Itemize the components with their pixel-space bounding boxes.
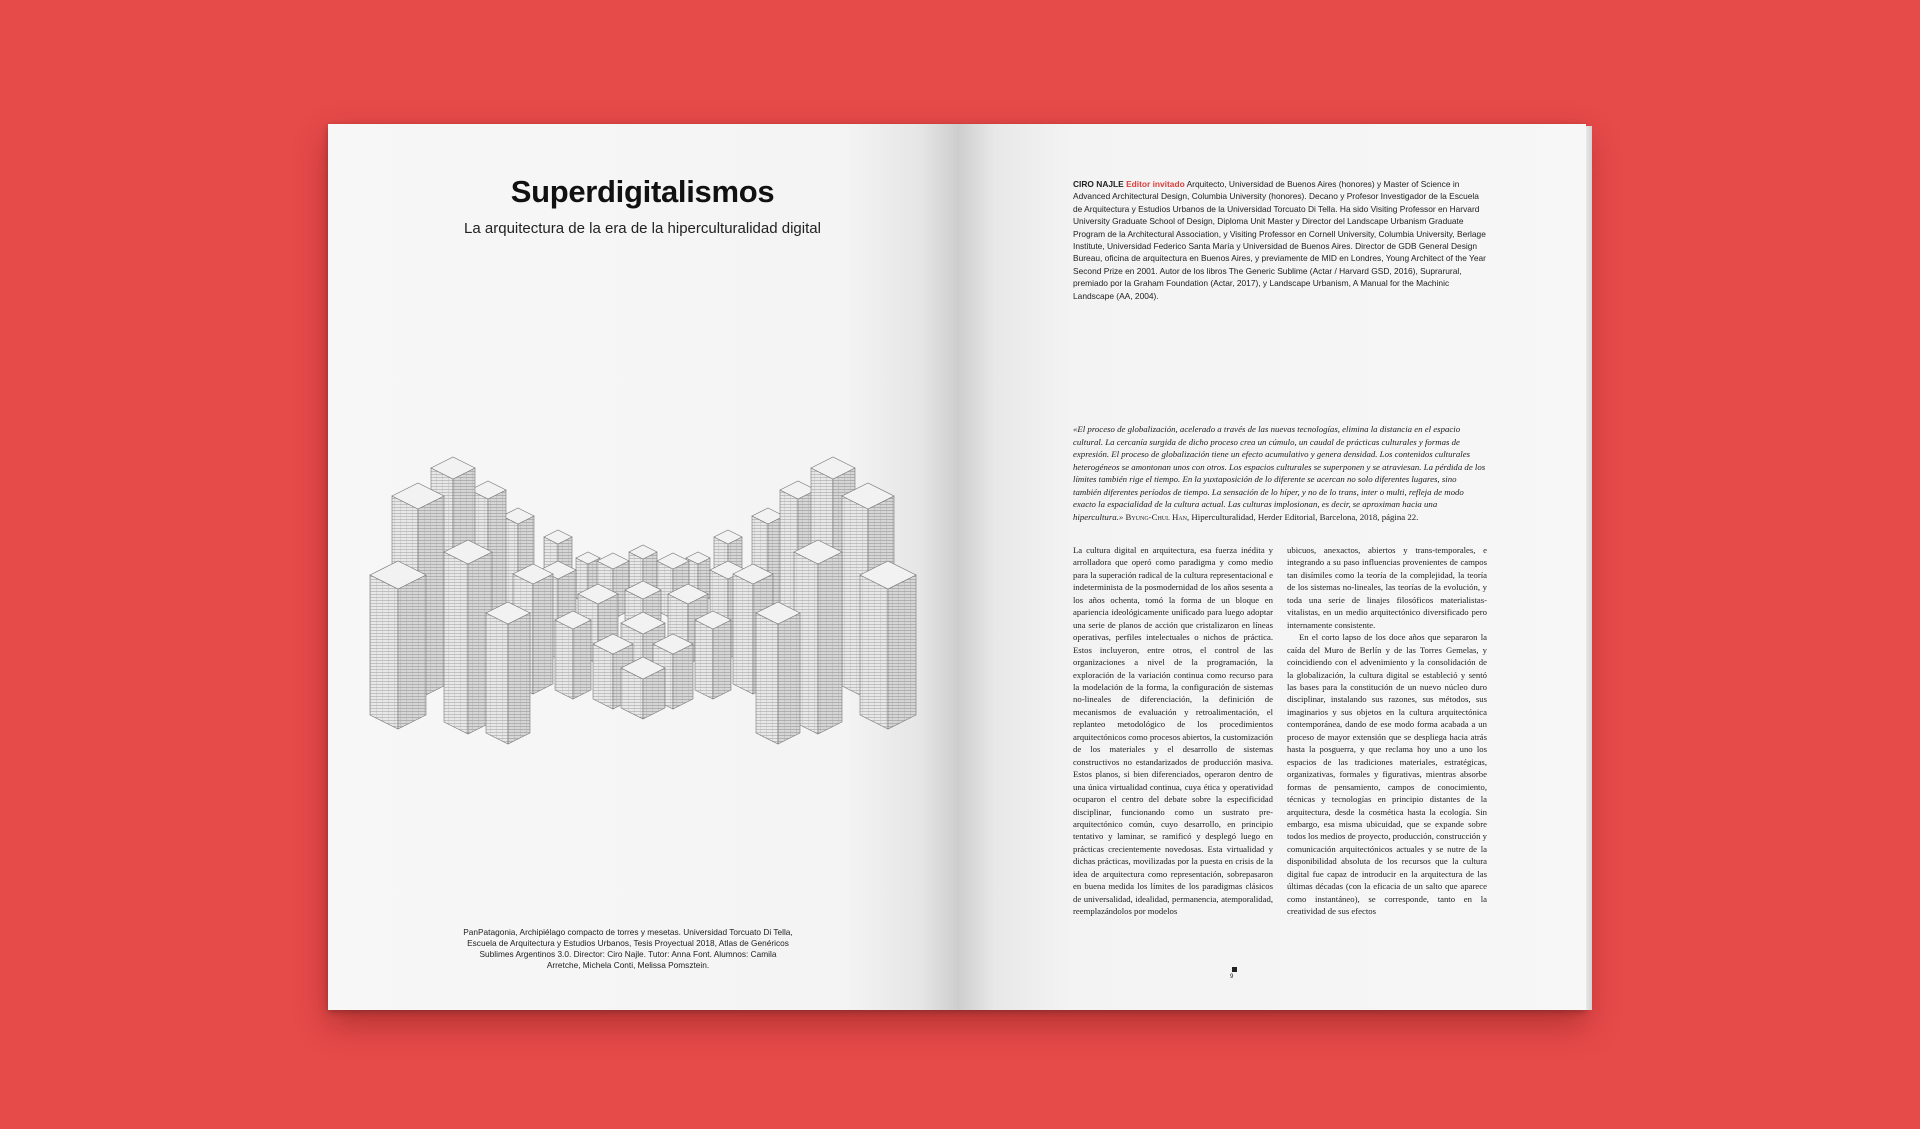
editor-bio-text: Arquitecto, Universidad de Buenos Aires (honores) y Master of Science in Advanced Architectural Design, Columbia University (honores). Decano y Profesor Investigador de la Escuela de Arquitectura y Estudios Urbanos de la Universidad Torcuato Di Tella. Ha sido Visiting Professor en Harvard University Graduate School of Design, Diploma Unit Master y Director del Landscape Urbanism Graduate Program de la Architectural Association, y Visiting Professor en Cornell University, Columbia University, Berlage Institute, Universidad Federico Santa María y Universidad de Buenos Aires. Director de GDB General Design Bureau, oficina de arquitectura en Buenos Aires, y previamente de MID en Londres, Young Architect of the Year Second Prize en 2001. Autor de los libros The Generic Sublime (Actar / Harvard GSD, 2016), Suprarural, premiado por la Graham Foundation (Actar, 2017), y Landscape Urbanism, A Manual for the Machinic Landscape (AA, 2004). (1073, 179, 1486, 301)
page-subtitle: La arquitectura de la era de la hiperculturalidad digital (464, 220, 821, 237)
tower-face (733, 574, 753, 694)
tower-face (508, 613, 530, 744)
tower-face (818, 552, 842, 734)
tower-face (593, 644, 613, 709)
tower-face (860, 575, 888, 729)
editor-name: CIRO NAJLE (1073, 179, 1124, 189)
editor-role: Editor invitado (1126, 179, 1185, 189)
epigraph-author: Byung-Chul Han (1125, 511, 1188, 522)
page-number: 9 (1230, 974, 1234, 980)
tower-face (370, 575, 398, 729)
epigraph (1073, 423, 1487, 523)
epigraph-quote: «El proceso de globalización, acelerado a través de las nuevas tecnologías, elimina la distancia en el espacio cultural. La cercanía surgida de dicho proceso crea un cúmulo, un caudal de prácticas culturales y formas de expresión. El proceso de globalización tiene un efecto acumulativo y genera densidad. Los contenidos culturales heterogéneos se amontonan unos con otros. Los espacios culturales se superponen y se atraviesan. La pérdida de los límites también rige el tiempo. En la yuxtaposición de lo diferente se acercan no solo diferentes lugares, sino también diferentes períodos de tiempo. La sensación de lo híper, y no de lo trans, inter o multi, refleja de modo exacto la espacialidad de la cultura actual. Las culturas implosionan, es decir, se aproximan hacia una hipercultura.» (1073, 424, 1486, 522)
tower-face (756, 613, 778, 744)
page-number-mark (1232, 967, 1237, 972)
body-column-1 (1073, 544, 1273, 918)
paragraph: La cultura digital en arquitectura, esa fuerza inédita y arrolladora que operó como paradigma y como medio para la superación radical de la cultura representacional e indeterminista de la posmodernidad de los años sesenta a los años ochenta, tomó la forma de un bloque en apariencia ideológicamente unificado para luego adoptar una serie de planos de acción que cristalizaron en líneas operativas, perfiles intelectuales o nichos de práctica. Estos incluyeron, entre otros, el control de las organizaciones a nivel de la programación, la exploración de la variación continua como recurso para la modelación de la forma, la configuración de sistemas no-lineales de diferenciación, la definición de mecanismos de evaluación y retroalimentación, el replanteo metodológico de los procedimientos arquitectónicos como procesos abiertos, la customización de los materiales y el desarrollo de sistemas constructivos no estandarizados de producción masiva. Estos planos, si bien diferenciados, operaron dentro de una única virtualidad continua, cuya ética y operatividad ocuparon el centro del debate sobre la especificidad disciplinar, funcionando como un sustrato pre-arquitectónico común, cuyo desarrollo, en principio tentativo y laminar, se ramificó y desplegó luego en prácticas crecientemente novedosas. Esta virtualidad y dichas prácticas, movilizadas por la puesta en crisis de la idea de arquitectura como representación, sobrepasaron en buena medida los límites de los paradigmas clásicos de universalidad, idealidad, permanencia, atemporalidad, reemplazándolos por modelos (1073, 545, 1273, 917)
page-title: Superdigitalismos (510, 174, 775, 209)
tower-face (713, 620, 731, 699)
right-page (957, 124, 1586, 1010)
epigraph-source: , Hiperculturalidad, Herder Editorial, Barcelona, 2018, página 22. (1187, 511, 1419, 522)
paragraph: ubicuos, anexactos, abiertos y trans-temporales, e integrando a su paso influencias provenientes de campos tan disímiles como la teoría de la complejidad, la teoría de los sistemas no-lineales, las teorías de la evolución, y toda una serie de linajes filosóficos materialistas-vitalistas, en un medio arquitectónico diversificado pero internamente consistente. (1287, 545, 1487, 630)
tower-face (695, 620, 713, 699)
magazine-spread (328, 124, 1586, 1010)
figure-caption: PanPatagonia, Archipiélago compacto de torres y mesetas. Universidad Torcuato Di Tella, Escuela de Arquitectura y Estudios Urbanos, Tesis Proyectual 2018, Atlas de Genéricos Sublimes Argentinos 3.0. Director: Ciro Najle. Tutor: Anna Font. Alumnos: Camila Arretche, Michela Conti, Melissa Pomsztein. (463, 927, 793, 970)
tower-face (398, 575, 426, 729)
left-page (328, 124, 957, 1010)
tower-face (486, 613, 508, 744)
tower-face (573, 620, 591, 699)
isometric-towers-illustration (358, 444, 928, 764)
page-edge (1586, 126, 1592, 1010)
editor-bio (1073, 178, 1487, 302)
tower-face (555, 620, 573, 699)
body-column-2 (1287, 544, 1487, 918)
tower-face (533, 574, 553, 694)
paragraph: En el corto lapso de los doce años que separaron la caída del Muro de Berlín y de las Torres Gemelas, y coincidiendo con el advenimiento y la consolidación de la globalización, la cultura digital se estableció y sentó las bases para la constitución de un nuevo núcleo duro disciplinar, instalando sus razones, sus métodos, sus imaginarios y sus objetos en la cultura arquitectónica contemporánea, dando de ese modo forma acabada a un proceso de mayor extensión que se despliega hacia atrás hasta la posguerra, y que reclama hoy uno a uno los espacios de las tradiciones materiales, estratégicas, organizativas, formales y figurativas, mientras absorbe formas de pensamiento, campos de conocimiento, técnicas y tecnologías en principio distantes de la arquitectura, desde la cosmética hasta la ecología. Sin embargo, esa misma ubicuidad, que se expande sobre todos los medios de proyecto, producción, construcción y comunicación arquitectónicos actuales y se nutre de la disponibilidad absoluta de los recursos que la cultura digital fue capaz de introducir en la arquitectura de las últimas décadas (con la eficacia de un salto que aparece como instantáneo), se corresponde, tanto en la creatividad de sus efectos (1287, 632, 1488, 917)
tower-face (888, 575, 916, 729)
tower-face (444, 552, 468, 734)
tower-face (673, 644, 693, 709)
tower-face (778, 613, 800, 744)
